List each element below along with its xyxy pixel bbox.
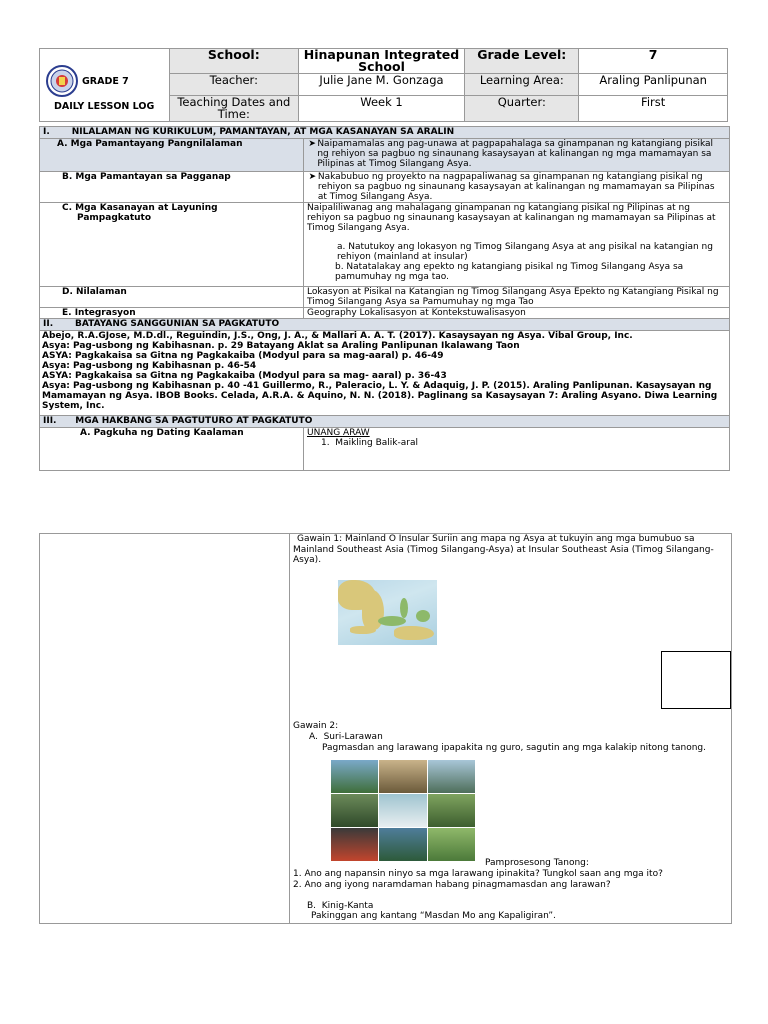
suri-larawan-text: Pagmasdan ang larawang ipapakita ng guro, sagutin ang mga kalakip nitong tanong. — [322, 743, 706, 753]
row-b-content — [304, 172, 730, 203]
dates-label: Teaching Dates and Time: — [169, 96, 298, 122]
photo-collage — [331, 760, 475, 861]
row-a-label: A. Mga Pamantayang Pangnilalaman — [40, 139, 304, 172]
row-d-label: D. Nilalaman — [40, 287, 304, 308]
arrow-bullet-icon: ➤ — [308, 172, 317, 182]
grade-label: GRADE 7 — [82, 76, 129, 87]
reference-item: Asya: Pag-usbong ng Kabihasnan p. 40 -41 Guillermo, R., Paleracio, L. Y. & Adaquig, J. P. (2015). Araling Panlipunan. Kasaysayan ng Mamamayan ng Asya. IBOB Books. Celada, A.R.A. & Aquino, N. N. (2018). Paglinang sa Kasaysayan 7: Araling Asyano. Diwa Learning System, Inc. — [42, 381, 718, 411]
row-c-label — [40, 203, 304, 287]
arrow-bullet-icon: ➤ — [308, 139, 316, 149]
gawain-2-label: Gawain 2: — [293, 721, 339, 731]
column-divider — [289, 534, 290, 923]
learning-area-label: Learning Area: — [465, 74, 579, 96]
dates-value: Week 1 — [298, 96, 465, 122]
question-1: 1. Ano ang napansin ninyo sa mga larawang ipinakita? Tungkol saan ang mga ito? — [293, 869, 663, 879]
row-c-text: Naipaliliwanag ang mahalagang ginampanan ng katangiang pisikal ng Pilipinas at ng rehiyon sa pagbuo ng sinaunang kasaysayan at kalinangan ng mamamayan sa Pilipinas at Timog Silangang Asya. — [307, 203, 716, 233]
row-c-content — [304, 203, 730, 287]
references-cell — [40, 331, 730, 416]
grade-level-label: Grade Level: — [465, 49, 579, 74]
reference-item: ASYA: Pagkakaisa sa Gitna ng Pagkakaiba (Modyul para sa mag- aaral) p. 36-43 — [42, 371, 447, 381]
day-label: UNANG ARAW — [307, 428, 370, 438]
suri-larawan-title: A. Suri-Larawan — [309, 732, 383, 742]
lesson-table — [39, 126, 730, 471]
kinig-kanta-text: Pakinggan ang kantang “Masdan Mo ang Kapaligiran”. — [311, 911, 556, 921]
southeast-asia-map — [338, 580, 437, 645]
school-label: School: — [169, 49, 298, 74]
row-b-label: B. Mga Pamantayan sa Pagganap — [40, 172, 304, 203]
section-1-title: I. NILALAMAN NG KURIKULUM, PAMANTAYAN, AT MGA KASANAYAN SA ARALIN — [40, 127, 730, 139]
school-value: Hinapunan Integrated School — [298, 49, 465, 74]
log-title: DAILY LESSON LOG — [54, 101, 155, 112]
logo-cell — [40, 49, 170, 122]
deped-seal-icon — [46, 65, 78, 97]
quarter-value: First — [579, 96, 728, 122]
teacher-label: Teacher: — [169, 74, 298, 96]
question-2: 2. Ano ang iyong naramdaman habang pinagmamasdan ang larawan? — [293, 880, 611, 890]
reference-item: ASYA: Pagkakaisa sa Gitna ng Pagkakaiba (Modyul para sa mag-aaral) p. 46-49 — [42, 351, 444, 361]
teacher-value: Julie Jane M. Gonzaga — [298, 74, 465, 96]
reference-item: Abejo, R.A.GJose, M.D.dl., Reguindin, J.S., Ong, J. A., & Mallari A. A. T. (2017). Kasaysayan ng Asya. Vibal Group, Inc. — [42, 331, 633, 341]
section-2-title: II. BATAYANG SANGGUNIAN SA PAGKATUTO — [40, 319, 730, 331]
row-e-text: Geography Lokalisasyon at Kontekstuwalisasyon — [304, 308, 730, 319]
pamprosesong-tanong: Pamprosesong Tanong: — [485, 858, 589, 868]
row-c-label-line1: C. Mga Kasanayan at Layuning — [62, 203, 218, 213]
row-3a-label: A. Pagkuha ng Dating Kaalaman — [40, 428, 304, 471]
row-c-item-b: b. Natatalakay ang epekto ng katangiang pisikal ng Timog Silangang Asya sa pamumuhay ng mga tao. — [335, 262, 684, 282]
row-a-text: Naipamamalas ang pag-unawa at pagpapahalaga sa ginampanan ng katangiang pisikal ng rehiyon sa pagbuo ng sinaunang kasaysayan at kalinangan ng mga mamamayan sa Pilipinas at Timog Silangang Asya. — [317, 139, 714, 169]
header-table — [39, 48, 728, 122]
row-d-text: Lokasyon at Pisikal na Katangian ng Timog Silangang Asya Epekto ng Katangiang Pisikal ng Timog Silangang Asya sa Pamumuhay ng mga Tao — [304, 287, 730, 308]
section-3-title: III. MGA HAKBANG SA PAGTUTURO AT PAGKATUTO — [40, 416, 730, 428]
kinig-kanta-title: B. Kinig-Kanta — [307, 901, 374, 911]
review-item: 1. Maikling Balik-aral — [321, 438, 418, 448]
row-e-label: E. Integrasyon — [40, 308, 304, 319]
blank-box — [661, 651, 731, 709]
row-3a-content — [304, 428, 730, 471]
reference-item: Asya: Pag-usbong ng Kabihasnan p. 46-54 — [42, 361, 257, 371]
grade-level-value: 7 — [579, 49, 728, 74]
row-c-label-line2: Pampagkatuto — [77, 213, 152, 223]
learning-area-value: Araling Panlipunan — [579, 74, 728, 96]
row-b-text: Nakabubuo ng proyekto na nagpapaliwanag sa ginampanan ng katangiang pisikal ng rehiyon sa pagbuo ng sinaunang kasaysayan at kalinangan ng mamamayan sa Pilipinas at Timog Silangang Asya. — [317, 172, 715, 202]
row-c-item-a: a. Natutukoy ang lokasyon ng Timog Silangang Asya at ang pisikal na katangian ng rehiyon (mainland at insular) — [337, 242, 713, 262]
reference-item: Asya: Pag-usbong ng Kabihasnan. p. 29 Batayang Aklat sa Araling Panlipunan Ikalawang Taon — [42, 341, 520, 351]
quarter-label: Quarter: — [465, 96, 579, 122]
row-a-content — [304, 139, 730, 172]
gawain-1-text: Gawain 1: Mainland O Insular Suriin ang mapa ng Asya at tukuyin ang mga bumubuo sa Mainland Southeast Asia (Timog Silangang-Asya) at Insular Southeast Asia (Timog Silangang-Asya). — [293, 534, 714, 565]
